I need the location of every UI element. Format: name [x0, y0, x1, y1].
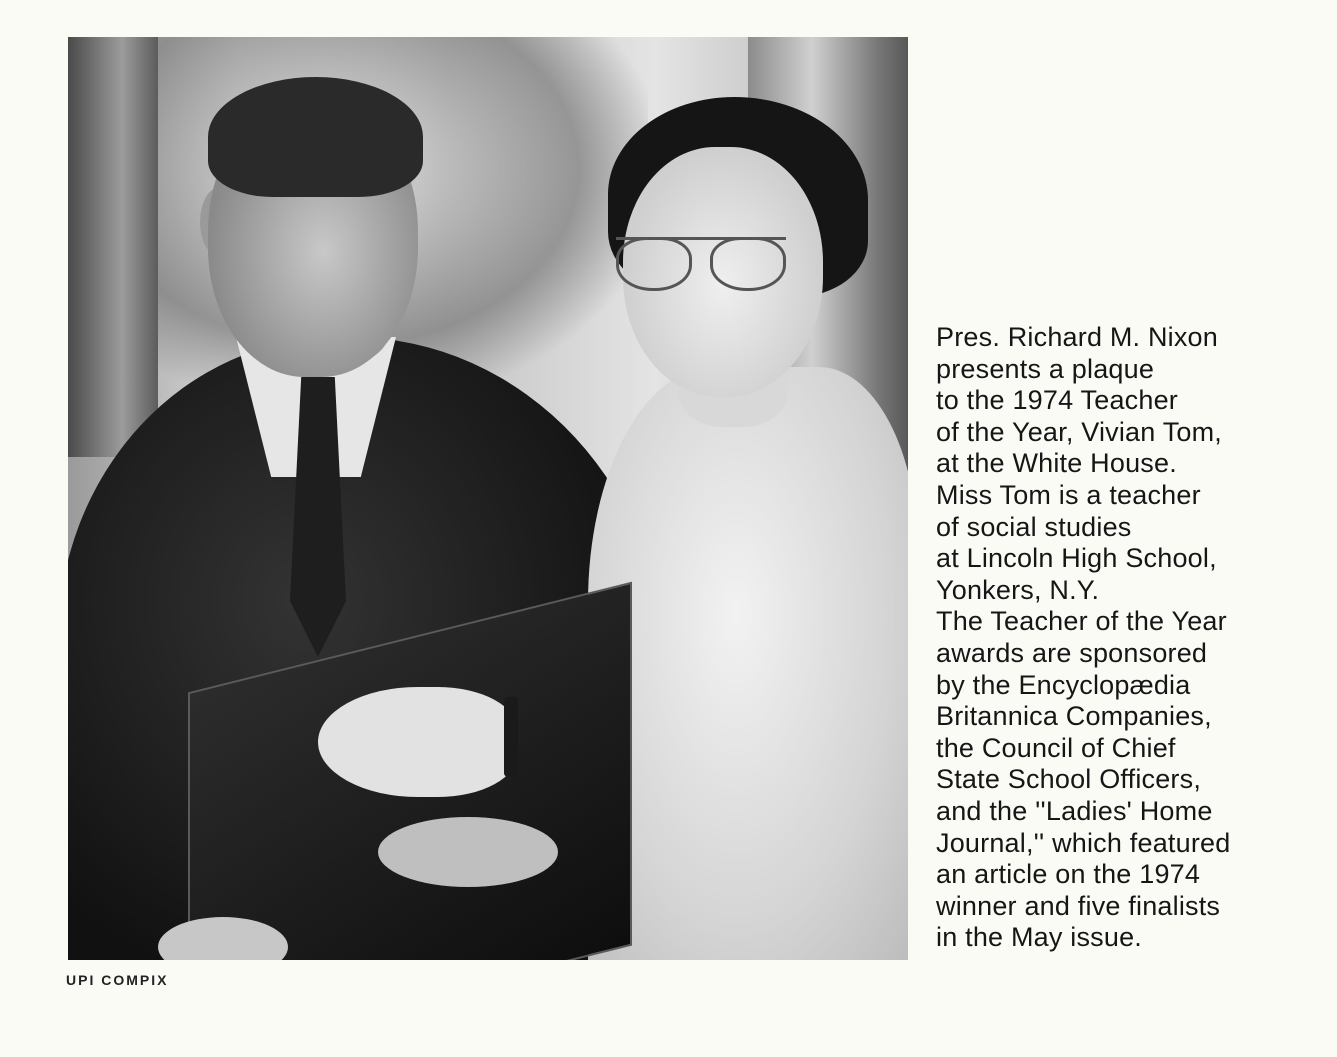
caption-line: the Council of Chief [936, 732, 1176, 763]
photo-woman-dress [588, 367, 908, 960]
caption-line: of social studies [936, 511, 1132, 542]
caption-line: to the 1974 Teacher [936, 385, 1178, 416]
caption-line: and the ''Ladies' Home [936, 795, 1213, 826]
caption-line: awards are sponsored [936, 637, 1208, 668]
photo-man-hand [378, 817, 558, 887]
photo-credit: UPI COMPIX [66, 972, 169, 988]
caption-line: Yonkers, N.Y. [936, 574, 1100, 605]
caption-line: in the May issue. [936, 922, 1142, 953]
photo-curtain-left [68, 37, 158, 457]
photo-eyeglasses [616, 237, 786, 300]
caption-line: at Lincoln High School, [936, 543, 1217, 574]
caption-line: The Teacher of the Year [936, 606, 1227, 637]
caption-line: Journal,'' which featured [936, 827, 1231, 858]
photo-wristwatch [504, 697, 518, 777]
caption-line: State School Officers, [936, 764, 1202, 795]
caption-line: by the Encyclopædia [936, 669, 1191, 700]
photo-woman-hand [318, 687, 518, 797]
caption-line: Pres. Richard M. Nixon [936, 322, 1218, 352]
caption-line: an article on the 1974 [936, 859, 1201, 890]
caption-line: winner and five finalists [936, 890, 1221, 921]
caption-line: Britannica Companies, [936, 701, 1212, 732]
photo-man-hair [208, 77, 423, 197]
photo-caption [936, 322, 1266, 954]
caption-line: Miss Tom is a teacher [936, 479, 1201, 510]
caption-line: of the Year, Vivian Tom, [936, 416, 1223, 447]
caption-line: presents a plaque [936, 353, 1155, 384]
news-photograph [68, 37, 908, 960]
caption-line: at the White House. [936, 448, 1177, 479]
